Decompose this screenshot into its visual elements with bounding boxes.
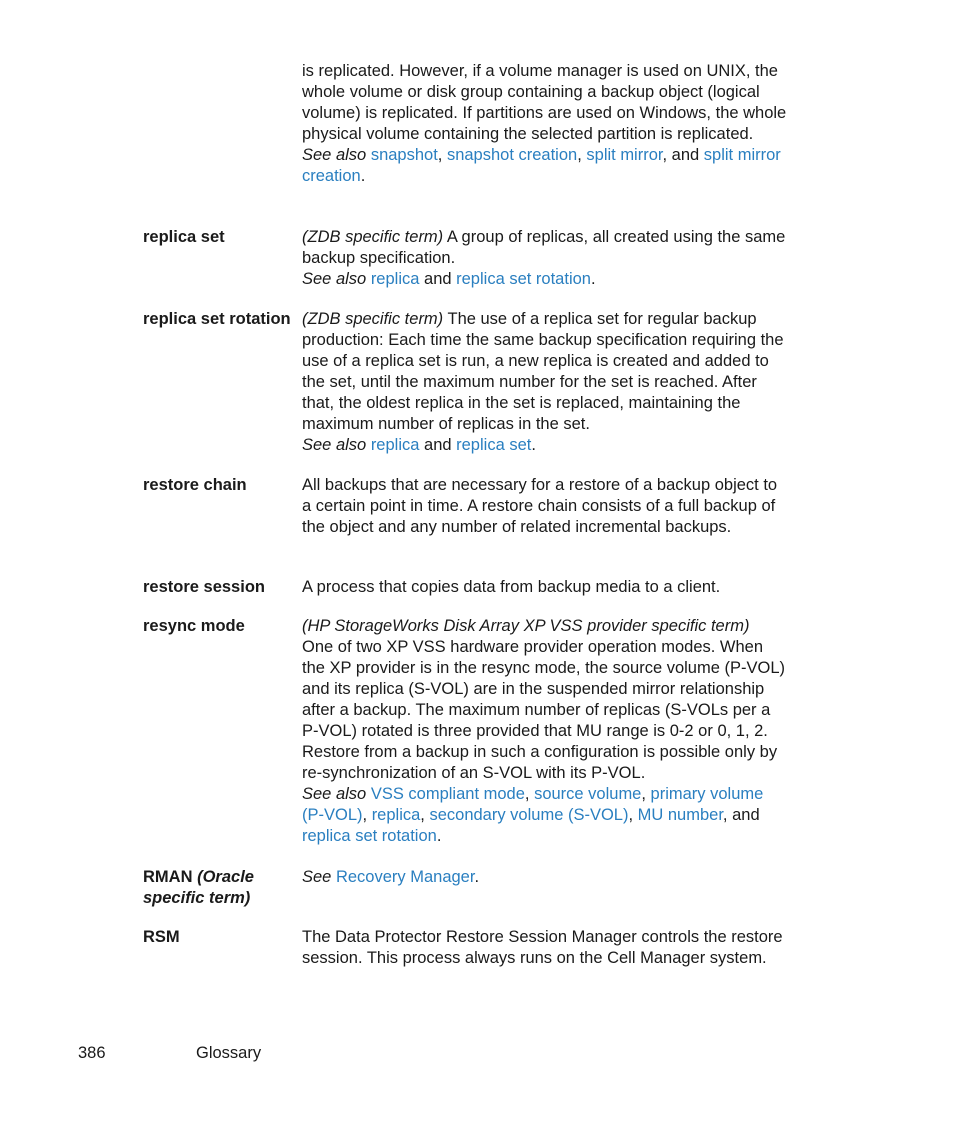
and-word: and [424, 270, 452, 288]
link-recovery-manager[interactable]: Recovery Manager [335, 868, 475, 886]
definition [302, 616, 787, 847]
link-replica[interactable]: replica [371, 806, 421, 824]
link-vss-compliant-mode[interactable]: VSS compliant mode [370, 785, 525, 803]
see-label: See [302, 868, 332, 886]
term-name: RMAN [143, 868, 193, 886]
see-also-label: See also [302, 436, 367, 454]
see-line: See Recovery Manager. [302, 868, 480, 886]
definition [302, 475, 787, 538]
link-replica[interactable]: replica [370, 270, 420, 288]
and-word: and [732, 806, 760, 824]
definition-text: The Data Protector Restore Session Manager controls the restore session. This process always runs on the Cell Manager system. [302, 928, 783, 967]
definition-text: The use of a replica set for regular backup production: Each time the same backup specification requiring the use of a replica set is run, a new replica is created and added to the set, until the maximum number for the set is reached. After that, the oldest replica in the set is replaced, maintaining the maximum number of replicas in the set. [302, 310, 784, 433]
term: replica set rotation [143, 310, 291, 328]
definition [302, 227, 787, 290]
see-also-label: See also [302, 146, 367, 164]
qualifier: (ZDB specific term) [302, 228, 444, 246]
term: resync mode [143, 617, 245, 635]
link-replica-set-rotation[interactable]: replica set rotation [456, 270, 591, 288]
definition-text: A process that copies data from backup media to a client. [302, 578, 721, 596]
link-replica-set-rotation[interactable]: replica set rotation [302, 827, 437, 845]
definition [302, 867, 787, 888]
link-mu-number[interactable]: MU number [637, 806, 723, 824]
link-split-mirror-creation[interactable]: split mirror creation [302, 146, 781, 185]
definition-text: All backups that are necessary for a restore of a backup object to a certain point in time. A restore chain consists of a full backup of the object and any number of related incremental backups. [302, 476, 778, 536]
term: restore session [143, 578, 265, 596]
term [143, 867, 293, 909]
qualifier: (ZDB specific term) [302, 310, 444, 328]
term-qualifier: (Oracle specific term) [143, 868, 254, 907]
definition [302, 61, 787, 187]
see-also-line: See also replica and replica set. [302, 436, 536, 454]
qualifier: (HP StorageWorks Disk Array XP VSS provider specific term) [302, 617, 750, 635]
term: RSM [143, 928, 180, 946]
link-replica-set[interactable]: replica set [456, 436, 532, 454]
see-also-label: See also [302, 785, 367, 803]
link-split-mirror[interactable]: split mirror [586, 146, 663, 164]
definition-text: A group of replicas, all created using the same backup specification. [302, 228, 786, 267]
definition [302, 927, 787, 969]
and-word: and [671, 146, 700, 164]
definition-text: One of two XP VSS hardware provider operation modes. When the XP provider is in the resync mode, the source volume (P-VOL) and its replica (S-VOL) are in the suspended mirror relationship after a backup. The maximum number of replicas (S-VOLs per a P-VOL) rotated is three provided that MU range is 0-2 or 0, 1, 2. Restore from a backup in such a configuration is possible only by re-synchronization of an S-VOL with its P-VOL. [302, 638, 785, 782]
definition [302, 309, 787, 456]
footer-section: Glossary [196, 1044, 262, 1062]
definition [302, 577, 787, 598]
page-number: 386 [78, 1044, 106, 1062]
link-primary-volume[interactable]: primary volume (P-VOL) [302, 785, 764, 824]
link-snapshot-creation[interactable]: snapshot creation [446, 146, 578, 164]
term: replica set [143, 228, 225, 246]
link-replica[interactable]: replica [370, 436, 420, 454]
see-also-label: See also [302, 270, 367, 288]
see-also-line: See also replica and replica set rotation. [302, 270, 596, 288]
link-secondary-volume[interactable]: secondary volume (S-VOL) [429, 806, 629, 824]
term: restore chain [143, 476, 247, 494]
see-also-line: See also VSS compliant mode, source volume, primary volume (P-VOL), replica, secondary volume (S-VOL), MU number, and replica set rotation. [302, 785, 764, 845]
and-word: and [424, 436, 452, 454]
link-snapshot[interactable]: snapshot [370, 146, 438, 164]
see-also-line: See also snapshot, snapshot creation, split mirror, and split mirror creation. [302, 146, 781, 185]
link-source-volume[interactable]: source volume [534, 785, 642, 803]
definition-text: is replicated. However, if a volume manager is used on UNIX, the whole volume or disk group containing a backup object (logical volume) is replicated. If partitions are used on Windows, the whole physical volume containing the selected partition is replicated. [302, 62, 787, 143]
